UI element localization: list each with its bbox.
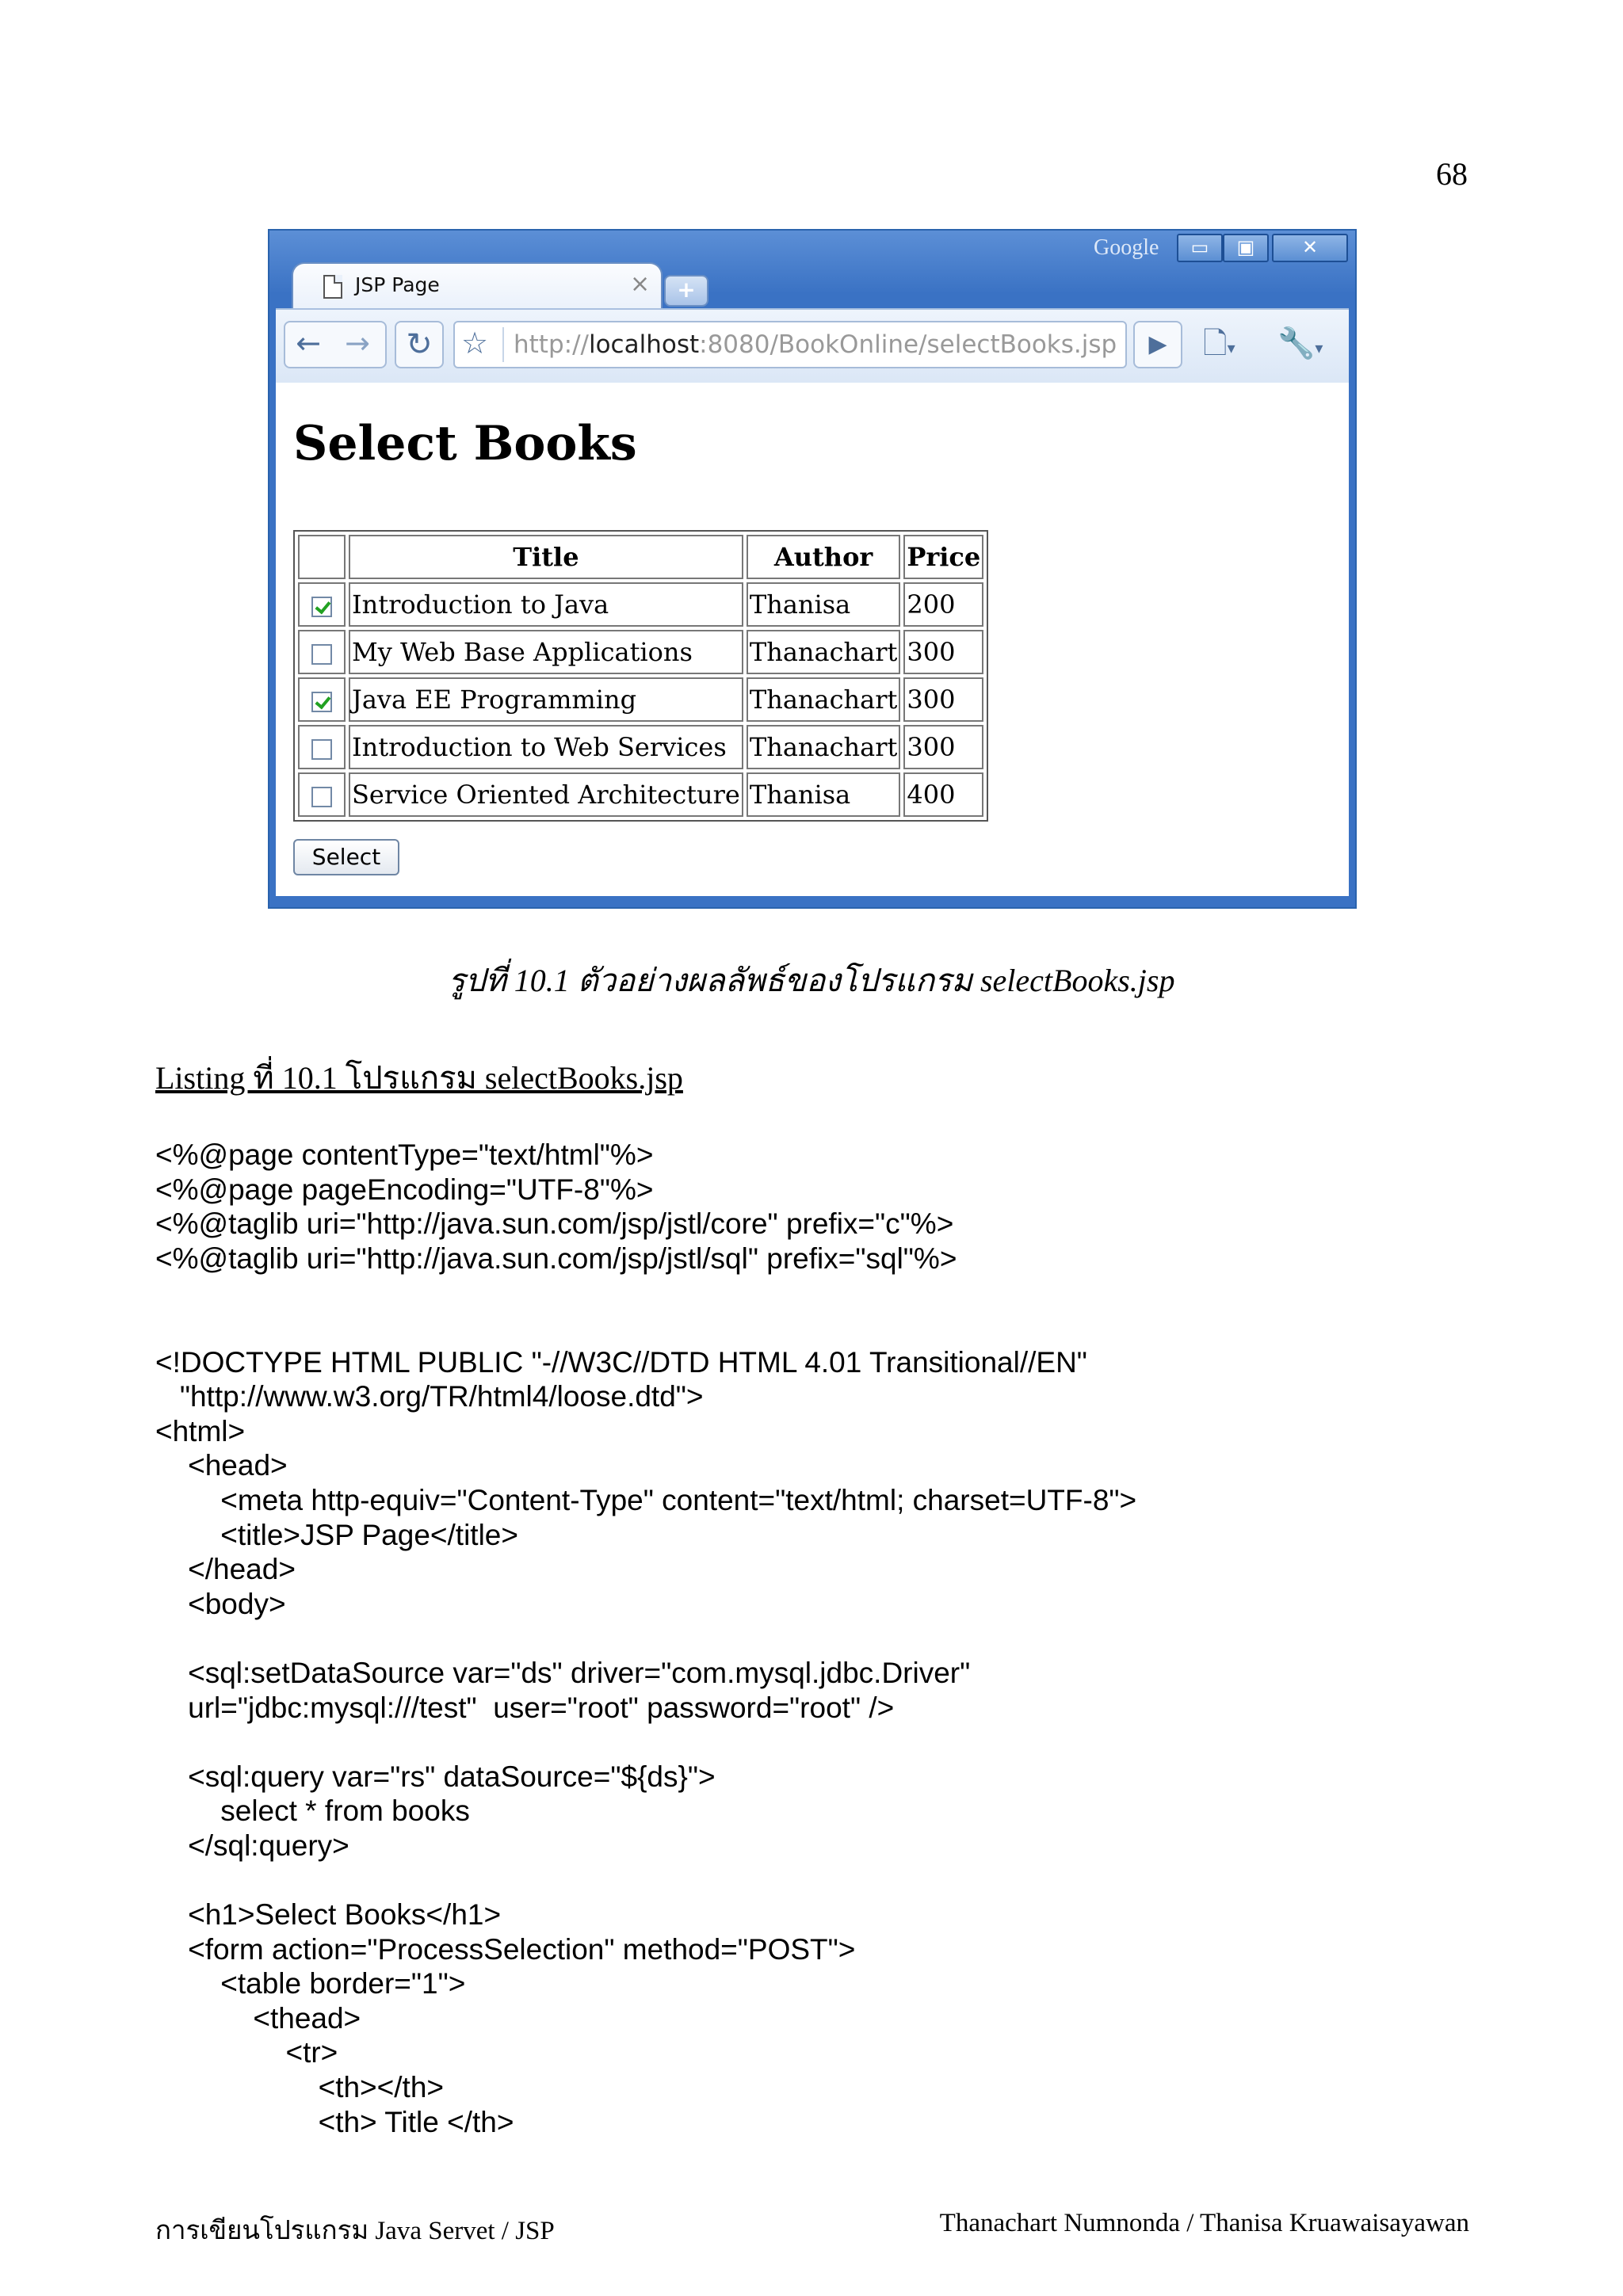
table-row — [298, 725, 983, 769]
code-line — [155, 1276, 1136, 1310]
book-title-cell: Introduction to Java — [349, 582, 743, 627]
code-line: select * from books — [155, 1794, 470, 1828]
code-line: "http://www.w3.org/TR/html4/loose.dtd"> — [155, 1380, 704, 1413]
code-line — [155, 1725, 1136, 1760]
book-price-cell: 300 — [903, 677, 983, 722]
wrench-menu-icon[interactable]: 🔧▾ — [1277, 326, 1323, 360]
code-line: <%@page pageEncoding="UTF-8"%> — [155, 1173, 654, 1206]
row-checkbox[interactable] — [311, 787, 332, 807]
code-line: <form action="ProcessSelection" method="POST"> — [155, 1932, 856, 1966]
book-author-cell: Thanachart — [747, 677, 900, 722]
book-author-cell: Thanachart — [747, 725, 900, 769]
book-author-cell: Thanisa — [747, 582, 900, 627]
book-author-cell: Thanachart — [747, 630, 900, 674]
row-checkbox-cell — [298, 630, 346, 674]
page-icon — [323, 275, 342, 299]
header-title: Title — [349, 535, 743, 579]
minimize-button[interactable]: ▭ — [1177, 234, 1223, 262]
select-books-heading: Select Books — [293, 416, 637, 471]
row-checkbox-cell — [298, 582, 346, 627]
new-tab-button[interactable]: + — [664, 275, 708, 307]
header-author: Author — [747, 535, 900, 579]
browser-viewport — [276, 383, 1349, 896]
code-line: <%@page contentType="text/html"%> — [155, 1138, 654, 1171]
code-line: <title>JSP Page</title> — [155, 1518, 518, 1551]
code-line — [155, 1310, 1136, 1345]
book-price-cell: 400 — [903, 772, 983, 817]
book-price-cell: 300 — [903, 630, 983, 674]
url-text[interactable] — [514, 330, 1117, 359]
browser-window — [268, 229, 1357, 909]
tab-close-icon[interactable]: × — [630, 270, 651, 298]
book-title-cell: Service Oriented Architecture — [349, 772, 743, 817]
footer-authors: Thanachart Numnonda / Thanisa Kruawaisayawan — [939, 2209, 1469, 2237]
reload-icon[interactable]: ↻ — [395, 321, 444, 368]
code-line: <body> — [155, 1587, 286, 1620]
book-title-cell: My Web Base Applications — [349, 630, 743, 674]
bookmark-star-icon[interactable]: ☆ — [461, 326, 489, 360]
maximize-button[interactable]: ▣ — [1223, 234, 1269, 262]
page-number: 68 — [1436, 156, 1468, 192]
code-line: <meta http-equiv="Content-Type" content="text/html; charset=UTF-8"> — [155, 1483, 1137, 1516]
book-title-cell: Java EE Programming — [349, 677, 743, 722]
address-bar[interactable] — [453, 321, 1127, 368]
tab-title: JSP Page — [355, 273, 440, 296]
url-host: localhost — [588, 330, 700, 359]
table-row — [298, 582, 983, 627]
url-rest: :8080/BookOnline/selectBooks.jsp — [699, 330, 1117, 359]
code-line — [155, 1863, 1136, 1897]
code-line: <table border="1"> — [155, 1967, 466, 2000]
code-line: <tr> — [155, 2036, 338, 2069]
row-checkbox-cell — [298, 677, 346, 722]
header-price: Price — [903, 535, 983, 579]
books-table — [293, 530, 988, 822]
row-checkbox-cell — [298, 772, 346, 817]
code-line: <th></th> — [155, 2071, 445, 2104]
code-line: <%@taglib uri="http://java.sun.com/jsp/jstl/core" prefix="c"%> — [155, 1207, 954, 1241]
browser-tab[interactable] — [292, 262, 663, 310]
code-listing — [155, 1138, 1136, 2139]
browser-toolbar — [276, 308, 1349, 384]
forward-arrow-icon[interactable]: → — [345, 326, 370, 360]
code-line — [155, 1621, 1136, 1656]
code-line: <sql:query var="rs" dataSource="${ds}"> — [155, 1760, 716, 1793]
code-line: <html> — [155, 1414, 246, 1447]
address-bar-divider — [502, 327, 504, 362]
code-line: url="jdbc:mysql:///test" user="root" password="root" /> — [155, 1691, 895, 1724]
code-line: <sql:setDataSource var="ds" driver="com.mysql.jdbc.Driver" — [155, 1656, 971, 1689]
listing-heading: Listing ที่ 10.1 โปรแกรม selectBooks.jsp — [155, 1060, 683, 1096]
code-line: <%@taglib uri="http://java.sun.com/jsp/jstl/sql" prefix="sql"%> — [155, 1241, 957, 1275]
back-arrow-icon[interactable]: ← — [296, 326, 321, 360]
book-price-cell: 300 — [903, 725, 983, 769]
book-price-cell: 200 — [903, 582, 983, 627]
book-author-cell: Thanisa — [747, 772, 900, 817]
figure-caption: รูปที่ 10.1 ตัวอย่างผลลัพธ์ของโปรแกรม selectBooks.jsp — [448, 963, 1175, 998]
code-line: </head> — [155, 1553, 296, 1586]
select-button[interactable]: Select — [293, 839, 399, 875]
url-prefix: http:// — [514, 330, 589, 359]
code-line: <th> Title </th> — [155, 2105, 514, 2138]
table-row — [298, 677, 983, 722]
row-checkbox[interactable] — [311, 739, 332, 760]
code-line: <thead> — [155, 2001, 361, 2035]
book-title-cell: Introduction to Web Services — [349, 725, 743, 769]
row-checkbox[interactable] — [311, 597, 332, 617]
row-checkbox[interactable] — [311, 644, 332, 665]
code-line: </sql:query> — [155, 1829, 349, 1862]
row-checkbox-cell — [298, 725, 346, 769]
code-line: <h1>Select Books</h1> — [155, 1898, 502, 1932]
row-checkbox[interactable] — [311, 692, 332, 712]
table-header-row — [298, 535, 983, 579]
footer-book-title: การเขียนโปรแกรม Java Servet / JSP — [155, 2217, 555, 2245]
go-arrow-icon[interactable]: ▶ — [1133, 321, 1182, 368]
header-checkbox-column — [298, 535, 346, 579]
table-row — [298, 772, 983, 817]
table-row — [298, 630, 983, 674]
close-window-button[interactable]: ✕ — [1272, 234, 1348, 262]
code-line: <!DOCTYPE HTML PUBLIC "-//W3C//DTD HTML 4.01 Transitional//EN" — [155, 1345, 1087, 1379]
page-menu-icon[interactable]: 🗋▾ — [1203, 326, 1235, 360]
window-brand: Google — [1094, 235, 1159, 260]
code-line: <head> — [155, 1449, 288, 1482]
